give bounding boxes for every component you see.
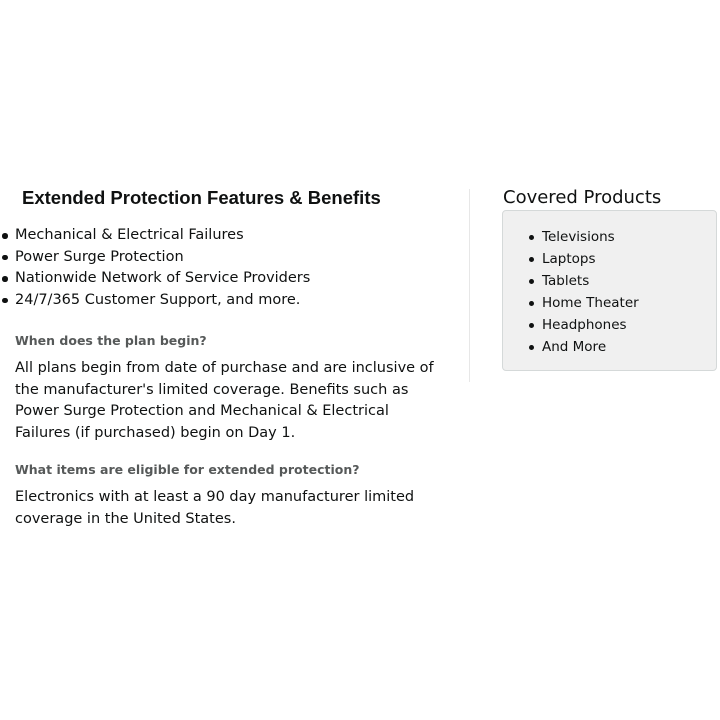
features-list <box>0 225 310 311</box>
faq-question-eligible-items: What items are eligible for extended protection? <box>15 462 360 477</box>
column-divider <box>469 189 470 382</box>
covered-product-item: Headphones <box>527 314 639 336</box>
covered-products-title: Covered Products <box>503 187 662 208</box>
faq-answer-eligible-items: Electronics with at least a 90 day manufacturer limited coverage in the United States. <box>15 489 415 527</box>
feature-item: Power Surge Protection <box>0 247 310 269</box>
covered-product-item: And More <box>527 336 639 358</box>
faq-question-plan-begin: When does the plan begin? <box>15 333 207 348</box>
covered-products-box <box>502 210 717 371</box>
section-title: Extended Protection Features & Benefits <box>22 187 381 208</box>
feature-item: Mechanical & Electrical Failures <box>0 225 310 247</box>
covered-product-item: Televisions <box>527 226 639 248</box>
covered-product-item: Tablets <box>527 270 639 292</box>
covered-products-list <box>527 226 639 358</box>
feature-item: 24/7/365 Customer Support, and more. <box>0 290 310 312</box>
faq-answer-plan-begin: All plans begin from date of purchase and are inclusive of the manufacturer's limited coverage. Benefits such as Power Surge Protection and Mechanical & Electrical Failures (if purchased) begin on Day 1. <box>15 360 434 441</box>
covered-product-item: Laptops <box>527 248 639 270</box>
feature-item: Nationwide Network of Service Providers <box>0 268 310 290</box>
covered-product-item: Home Theater <box>527 292 639 314</box>
